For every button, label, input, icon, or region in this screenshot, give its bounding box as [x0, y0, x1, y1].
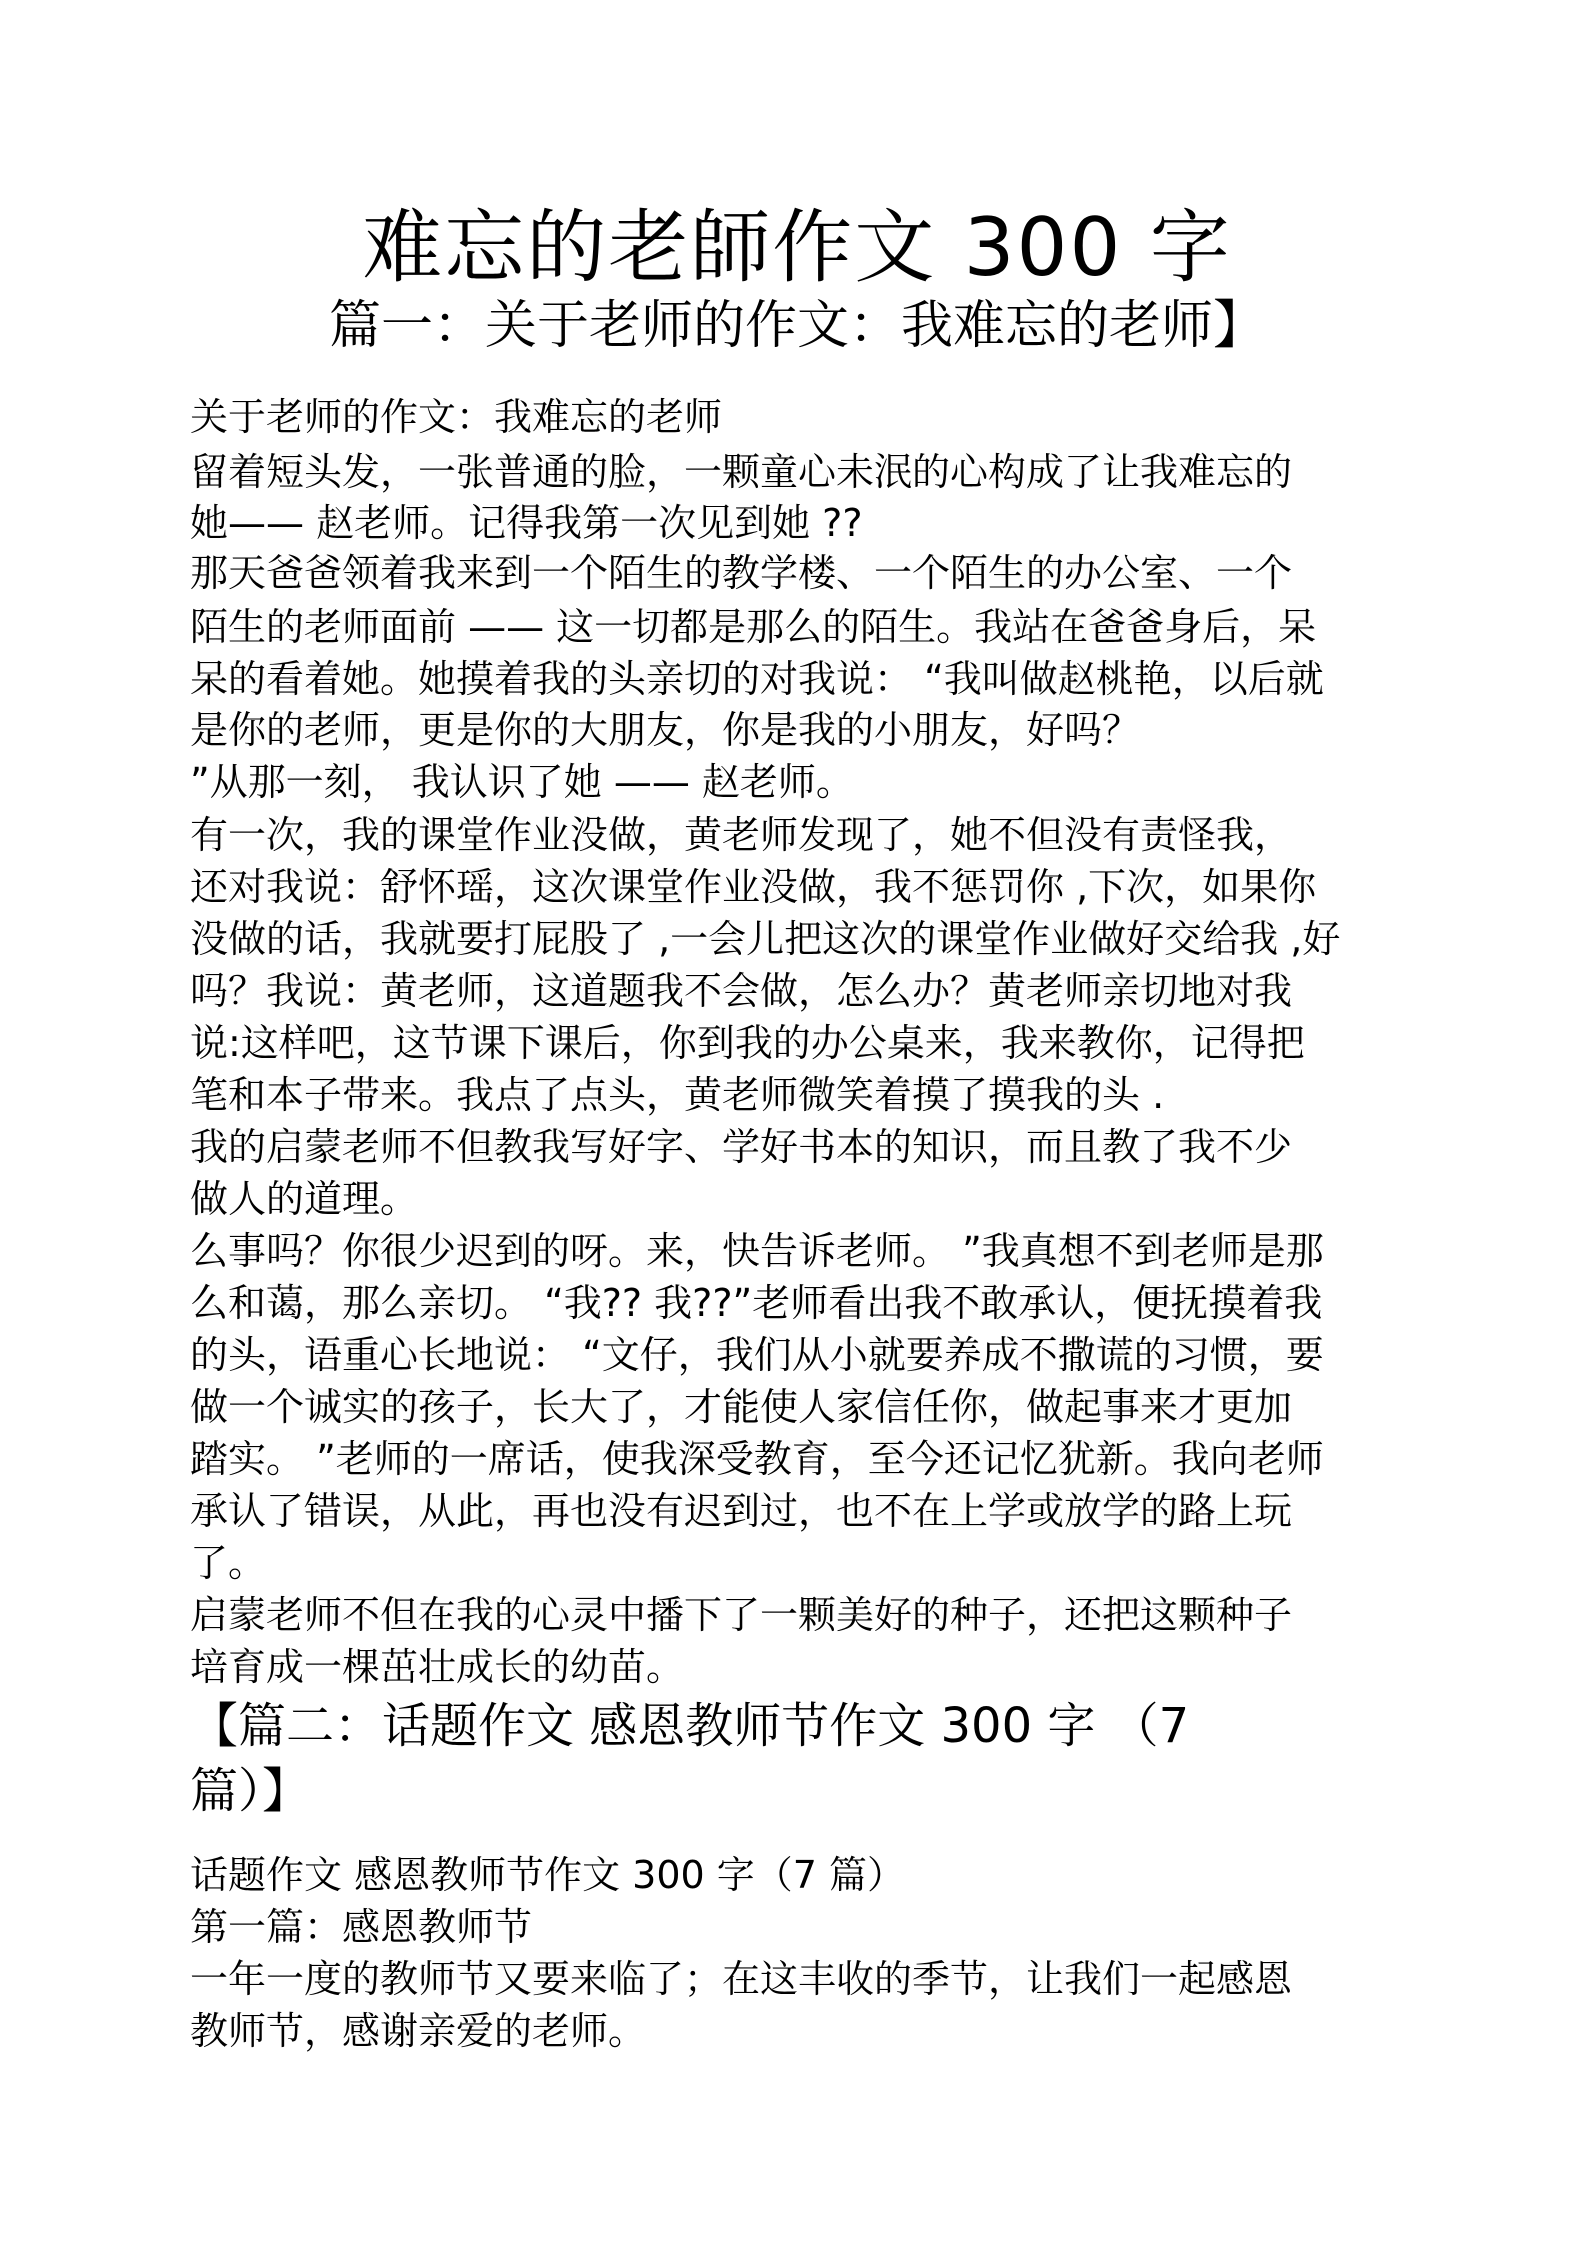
text-line: 陌生的老师面前 —— 这一切都是那么的陌生。我站在爸爸身后，呆	[190, 605, 1317, 649]
section1-heading: 篇一：关于老师的作文：我难忘的老师】	[328, 296, 1265, 356]
text-line: 第一篇：感恩教师节	[190, 1905, 533, 1949]
text-line: 么事吗？你很少迟到的呀。来，快告诉老师。 ”我真想不到老师是那	[190, 1229, 1324, 1273]
text-line: 我的启蒙老师不但教我写好字、学好书本的知识，而且教了我不少	[190, 1125, 1293, 1169]
text-line: 她—— 赵老师。记得我第一次见到她 ??	[190, 501, 863, 545]
section2-heading: 【篇二：话题作文 感恩教师节作文 300 字 （7	[190, 1698, 1190, 1754]
text-line: 说:这样吧，这节课下课后，你到我的办公桌来，我来教你，记得把	[190, 1021, 1305, 1065]
text-line: 是你的老师，更是你的大朋友，你是我的小朋友，好吗？	[190, 708, 1141, 752]
text-line: 没做的话，我就要打屁股了 ,一会儿把这次的课堂作业做好交给我 ,好	[190, 917, 1341, 961]
text-line: 做一个诚实的孩子，长大了，才能使人家信任你，做起事来才更加	[190, 1385, 1293, 1429]
text-line: 做人的道理。	[190, 1177, 419, 1221]
text-line: 那天爸爸领着我来到一个陌生的教学楼、一个陌生的办公室、一个	[190, 551, 1293, 595]
text-line: 留着短头发，一张普通的脸，一颗童心未泯的心构成了让我难忘的	[190, 450, 1293, 494]
text-line: 有一次，我的课堂作业没做，黄老师发现了，她不但没有责怪我，	[190, 813, 1293, 857]
document-title: 难忘的老師作文 300 字	[362, 201, 1232, 294]
text-line: 还对我说：舒怀瑶，这次课堂作业没做，我不惩罚你 ,下次，如果你	[190, 865, 1317, 909]
text-line: 承认了错误，从此，再也没有迟到过，也不在上学或放学的路上玩	[190, 1489, 1293, 1533]
text-line: 的头，语重心长地说： “文仔，我们从小就要养成不撒谎的习惯，要	[190, 1333, 1324, 1377]
text-line: 一年一度的教师节又要来临了；在这丰收的季节，让我们一起感恩	[190, 1957, 1293, 2001]
section2-heading-continued: 篇）】	[190, 1763, 311, 1819]
text-line: ”从那一刻， 我认识了她 —— 赵老师。	[190, 760, 854, 804]
text-line: 启蒙老师不但在我的心灵中播下了一颗美好的种子，还把这颗种子	[190, 1593, 1293, 1637]
text-line: 踏实。 ”老师的一席话，使我深受教育，至今还记忆犹新。我向老师	[190, 1437, 1324, 1481]
text-line: 么和蔼，那么亲切。 “我?? 我??”老师看出我不敢承认，便抚摸着我	[190, 1281, 1323, 1325]
text-line: 笔和本子带来。我点了点头，黄老师微笑着摸了摸我的头 .	[190, 1073, 1165, 1117]
text-line: 教师节，感谢亲爱的老师。	[190, 2009, 647, 2053]
text-line: 关于老师的作文：我难忘的老师	[190, 395, 723, 439]
text-line: 话题作文 感恩教师节作文 300 字（7 篇）	[190, 1853, 906, 1897]
text-line: 了。	[190, 1541, 267, 1585]
text-line: 培育成一棵茁壮成长的幼苗。	[190, 1645, 685, 1689]
text-line: 呆的看着她。她摸着我的头亲切的对我说： “我叫做赵桃艳，以后就	[190, 657, 1324, 701]
text-line: 吗？我说：黄老师，这道题我不会做，怎么办？黄老师亲切地对我	[190, 969, 1293, 1013]
